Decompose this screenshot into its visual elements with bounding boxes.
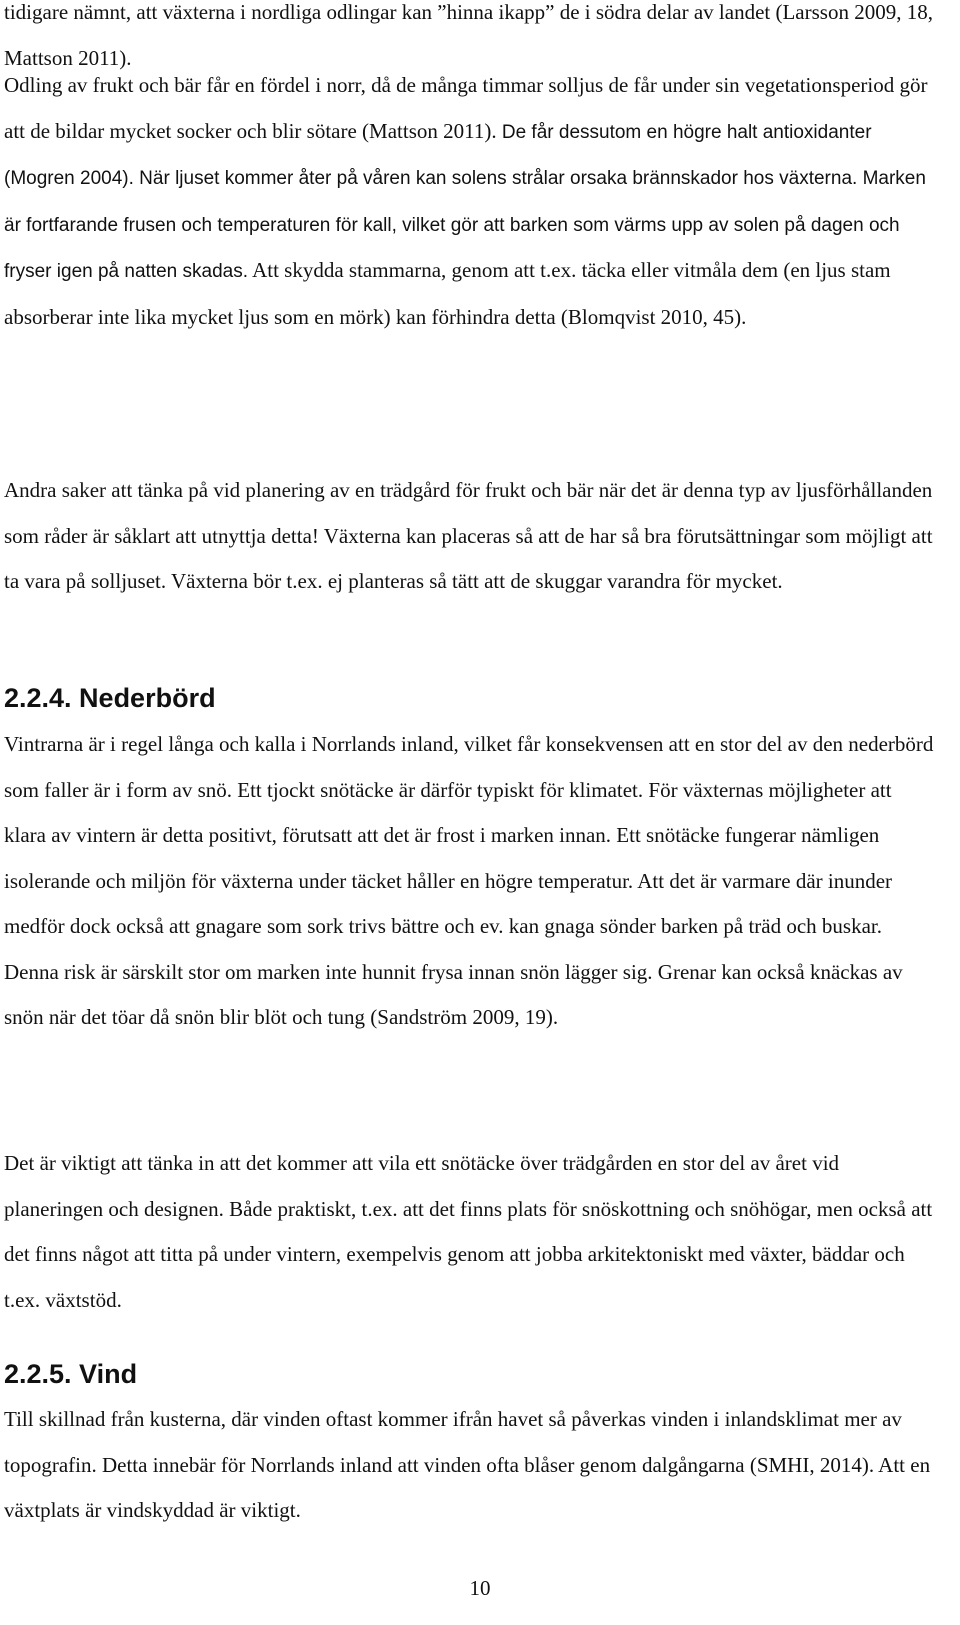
paragraph-planning-light: Andra saker att tänka på vid planering av en trädgård för frukt och bär när det är denna typ av ljusförhållanden som råder är såklart att utnyttja detta! Växterna kan placeras så att de har så bra förutsättningar som möjligt att ta vara på solljuset. Växterna bör t.ex. ej planteras så tätt att de skuggar varandra för mycket. [4,478,933,593]
paragraph-fruit-light-sans: De får dessutom en högre halt antioxidanter (Mogren 2004). När ljuset kommer åter på våren kan solens strålar orsaka brännskador hos växterna. Marken är fortfarande frusen och temperaturen för kall, vilket gör att barken som värms upp av solen på dagen och fryser igen på natten skadas. [4,121,926,282]
paragraph-fruit-light [4,63,936,340]
paragraph-fruit-light-serif-b: Att skydda stammarna, genom att t.ex. täcka eller vitmåla dem (en ljus stam absorberar inte lika mycket ljus som en mörk) kan förhindra detta (Blomqvist 2010, 45). [4,258,891,329]
section-heading-vind: 2.2.5. Vind [4,1359,138,1389]
paragraph-fruit-light-serif-a: Odling av frukt och bär får en fördel i norr, då de många timmar solljus de får under sin vegetationsperiod gör att de bildar mycket socker och blir sötare (Mattson 2011). [4,73,928,143]
page-number: 10 [469,1576,491,1600]
paragraph-wind: Till skillnad från kusterna, där vinden oftast kommer ifrån havet så påverkas vinden i inlandsklimat mer av topografin. Detta innebär för Norrlands inland att vinden ofta blåser genom dalgångarna (SMHI, 2014). Att en växtplats är vindskyddad är viktigt. [4,1407,931,1522]
paragraph-snow-design: Det är viktigt att tänka in att det kommer att vila ett snötäcke över trädgården en stor del av året vid planeringen och designen. Både praktiskt, t.ex. att det finns plats för snöskottning och snöhögar, men också att det finns något att titta på under vintern, exempelvis genom att jobba arkitektoniskt med växter, bäddar och t.ex. växtstöd. [4,1151,933,1312]
section-heading-nederbord: 2.2.4. Nederbörd [4,683,216,713]
paragraph-intro: tidigare nämnt, att växterna i nordliga odlingar kan ”hinna ikapp” de i södra delar av landet (Larsson 2009, 18, Mattson 2011). [4,0,933,70]
paragraph-winter-snow: Vintrarna är i regel långa och kalla i Norrlands inland, vilket får konsekvensen att en stor del av den nederbörd som faller är i form av snö. Ett tjockt snötäcke är därför typiskt för klimatet. För växternas möjligheter att klara av vintern är detta positivt, förutsatt att det är frost i marken innan. Ett snötäcke fungerar nämligen isolerande och miljön för växterna under täcket håller en högre temperatur. Att det är varmare där inunder medför dock också att gnagare som sork trivs bättre och ev. kan gnaga sönder barken på träd och buskar. Denna risk är särskilt stor om marken inte hunnit frysa innan snön lägger sig. Grenar kan också knäckas av snön när det töar då snön blir blöt och tung (Sandström 2009, 19). [4,732,934,1029]
